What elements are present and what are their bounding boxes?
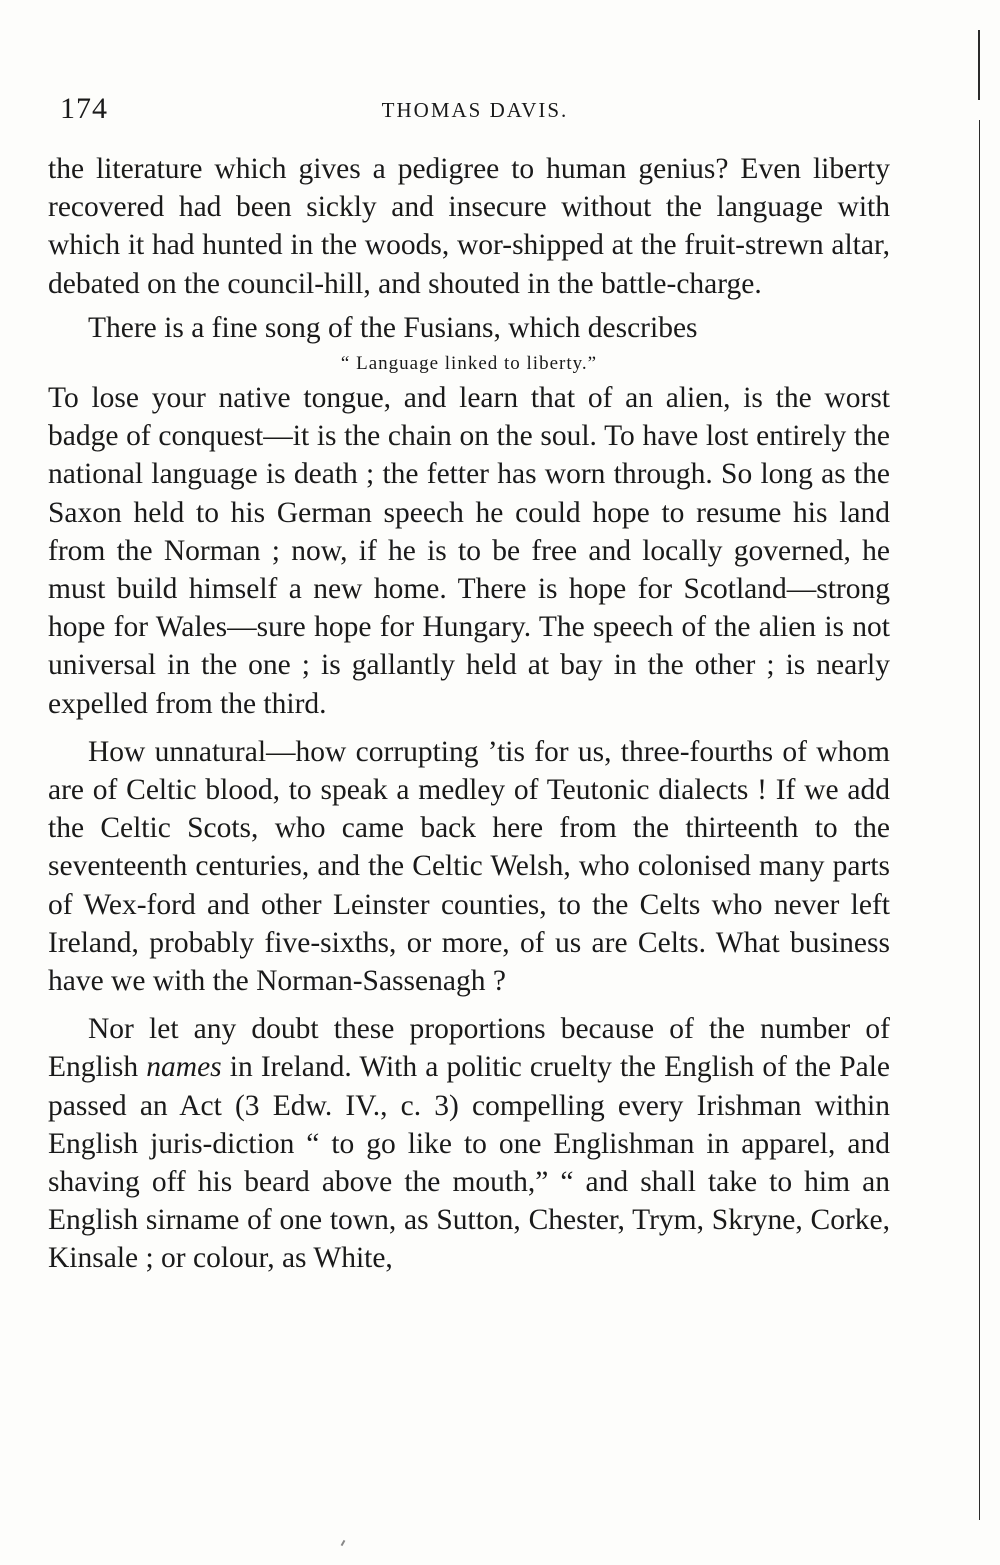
paragraph bbox=[48, 1010, 890, 1277]
paragraph: the literature which gives a pedigree to human genius? Even liberty recovered had been sickly and insecure without the language with which it had hunted in the woods, wor-shipped at the fruit-strewn altar, debated on the council-hill, and shouted in the battle-charge. bbox=[48, 153, 890, 300]
italic-word: names bbox=[146, 1051, 222, 1084]
running-head: THOMAS DAVIS. bbox=[381, 98, 569, 122]
page-edge-line bbox=[979, 120, 980, 1520]
page-body bbox=[48, 150, 890, 1278]
paragraph: There is a fine song of the Fusians, which describes bbox=[88, 311, 698, 344]
paragraph-text: Nor let any doubt these proportions because of the number of English bbox=[48, 1013, 890, 1084]
page-edge-line bbox=[978, 30, 980, 100]
page-number: 174 bbox=[60, 92, 108, 125]
paragraph: To lose your native tongue, and learn that of an alien, is the worst badge of conquest—it is the chain on the soul. To have lost entirely the national language is death ; the fetter has worn through. So long as the Saxon held to his German speech he could hope to resume his land from the Norman ; now, if he is to be free and locally governed, he must build himself a new home. There is hope for Scotland—strong hope for Wales—sure hope for Hungary. The speech of the alien is not universal in the one ; is gallantly held at bay in the other ; is nearly expelled from the third. bbox=[48, 382, 890, 720]
block-quote: “ Language linked to liberty.” bbox=[340, 353, 598, 375]
paragraph-text: in Ireland. With a politic cruelty the English of the Pale passed an Act (3 Edw. IV., c. 3) compelling every Irishman within English juris-diction “ to go like to one Englishman in apparel, and shaving off his beard above the mouth,” “ and shall take to him an English sirname of one town, as Sutton, Chester, Trym, Skryne, Corke, Kinsale ; or colour, as White, bbox=[48, 1051, 890, 1275]
paragraph: How unnatural—how corrupting ’tis for us, three-fourths of whom are of Celtic blood, to speak a medley of Teutonic dialects ! If we add the Celtic Scots, who came back here from the thirteenth to the seventeenth centuries, and the Celtic Welsh, who colonised many parts of Wex-ford and other Leinster counties, to the Celts who never left Ireland, probably five-sixths, or more, of us are Celts. What business have we with the Norman-Sassenagh ? bbox=[48, 735, 890, 998]
scan-speck bbox=[341, 1540, 346, 1546]
page-header bbox=[60, 92, 890, 132]
